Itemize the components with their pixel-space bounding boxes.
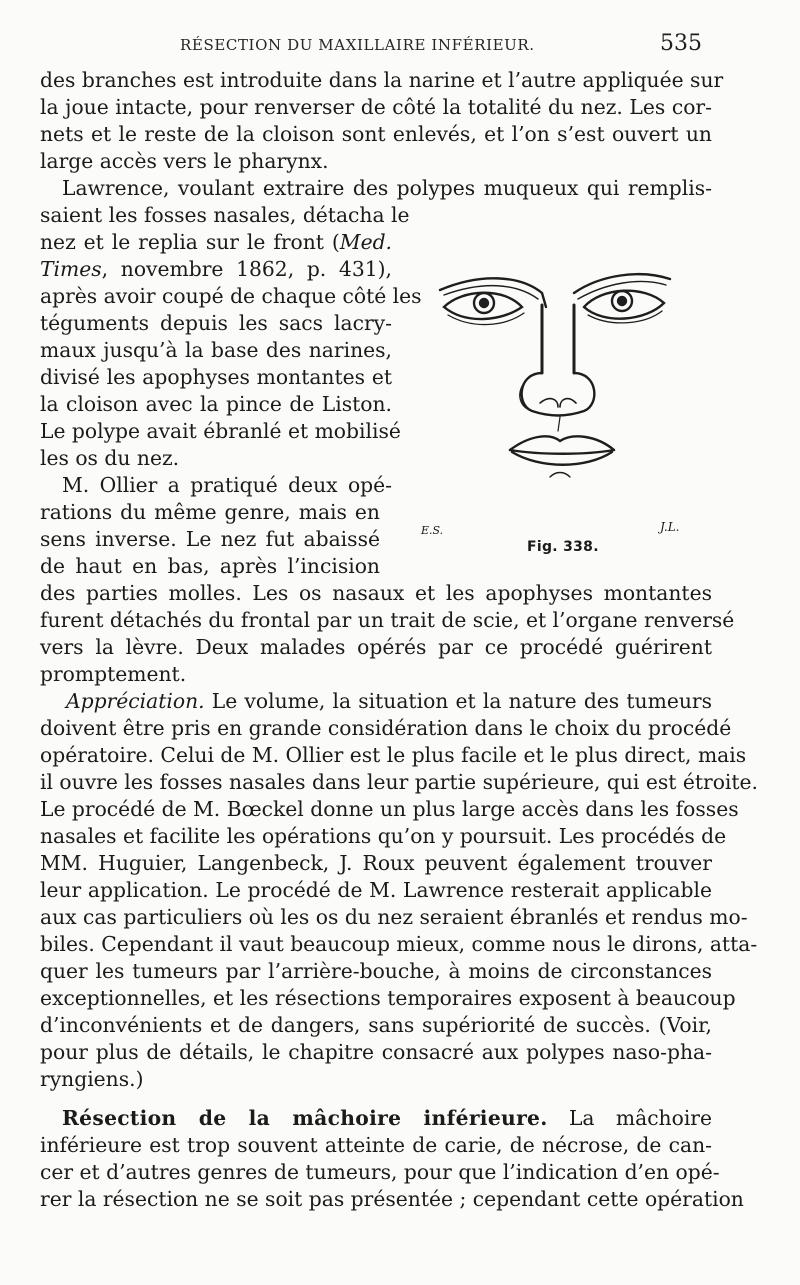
paragraph: [40, 688, 758, 1093]
text-line: opératoire. Celui de M. Ollier est le plus facile et le plus direct, mais: [40, 743, 747, 767]
text-line: des branches est introduite dans la narine et l’autre appliquée sur: [40, 68, 724, 92]
text-line: Le polype avait ébranlé et mobilisé: [40, 419, 401, 443]
text-line: leur application. Le procédé de M. Lawrence resterait applicable: [40, 878, 712, 902]
page-number: 535: [660, 31, 702, 56]
text-line: saient les fosses nasales, détacha le: [40, 203, 410, 227]
text-line: la joue intacte, pour renverser de côté la totalité du nez. Les cor-: [40, 95, 712, 119]
text-line: des parties molles. Les os nasaux et les apophyses montantes: [40, 581, 712, 605]
text-line: inférieure est trop souvent atteinte de carie, de nécrose, de can-: [40, 1133, 712, 1157]
text-line: téguments depuis les sacs lacry-: [40, 311, 392, 335]
text-line: pour plus de détails, le chapitre consacré aux polypes naso-pha-: [40, 1040, 712, 1064]
text-line: vers la lèvre. Deux malades opérés par ce procédé guérirent: [40, 635, 712, 659]
text-line: après avoir coupé de chaque côté les: [40, 284, 422, 308]
text-line: sens inverse. Le nez fut abaissé: [40, 527, 380, 551]
text-line: rations du même genre, mais en: [40, 500, 380, 524]
text-line: nez et le replia sur le front (Med.: [40, 230, 392, 254]
text-line: la cloison avec la pince de Liston.: [40, 392, 392, 416]
body-text: [40, 67, 758, 1213]
text-line: promptement.: [40, 662, 187, 686]
running-head: RÉSECTION DU MAXILLAIRE INFÉRIEUR.: [180, 36, 535, 54]
right-pupil: [618, 297, 626, 305]
face-illustration: [400, 255, 720, 585]
text-line: Le procédé de M. Bœckel donne un plus large accès dans les fosses: [40, 797, 739, 821]
left-pupil: [480, 299, 488, 307]
section-title: Résection de la mâchoire inférieure.: [62, 1106, 548, 1130]
text-line: doivent être pris en grande considération dans le choix du procédé: [40, 716, 732, 740]
section: [40, 1105, 744, 1213]
text-line: nasales et facilite les opérations qu’on y poursuit. Les procédés de: [40, 824, 727, 848]
engraver-signature: E.S.: [421, 524, 444, 537]
text-line: biles. Cependant il vaut beaucoup mieux, comme nous le dirons, atta-: [40, 932, 758, 956]
artist-signature: J.L.: [660, 520, 680, 534]
text-line: Times, novembre 1862, p. 431),: [40, 257, 392, 281]
text-line: nets et le reste de la cloison sont enlevés, et l’on s’est ouvert un: [40, 122, 712, 146]
text-line: furent détachés du frontal par un trait de scie, et l’organe renversé: [40, 608, 735, 632]
text-line: aux cas particuliers où les os du nez seraient ébranlés et rendus mo-: [40, 905, 748, 929]
text-line: d’inconvénients et de dangers, sans supériorité de succès. (Voir,: [40, 1013, 712, 1037]
text-line: M. Ollier a pratiqué deux opé-: [62, 473, 392, 497]
text-line: cer et d’autres genres de tumeurs, pour que l’indication d’en opé-: [40, 1160, 720, 1184]
text-line: de haut en bas, après l’incision: [40, 554, 380, 578]
paragraph: [40, 67, 724, 175]
text-line: MM. Huguier, Langenbeck, J. Roux peuvent également trouver: [40, 851, 712, 875]
text-line: large accès vers le pharynx.: [40, 149, 329, 173]
text-line: quer les tumeurs par l’arrière-bouche, à moins de circonstances: [40, 959, 712, 983]
text-line: Appréciation. Le volume, la situation et la nature des tumeurs: [66, 689, 712, 713]
mouth-line: [510, 450, 614, 454]
text-line: il ouvre les fosses nasales dans leur partie supérieure, qui est étroite.: [40, 770, 758, 794]
nose: [522, 373, 595, 416]
page-header: [0, 33, 800, 57]
text-line: Lawrence, voulant extraire des polypes muqueux qui remplis-: [62, 176, 712, 200]
text-line: maux jusqu’à la base des narines,: [40, 338, 392, 362]
text-line: les os du nez.: [40, 446, 180, 470]
text-line: divisé les apophyses montantes et: [40, 365, 392, 389]
text-line: exceptionnelles, et les résections temporaires exposent à beaucoup: [40, 986, 736, 1010]
figure-caption: Fig. 338.: [527, 539, 599, 555]
mouth-upper: [510, 436, 614, 450]
text-line: ryngiens.): [40, 1067, 144, 1091]
text-line: Résection de la mâchoire inférieure. La mâchoire: [62, 1106, 713, 1130]
text-line: rer la résection ne se soit pas présentée ; cependant cette opération: [40, 1187, 744, 1211]
